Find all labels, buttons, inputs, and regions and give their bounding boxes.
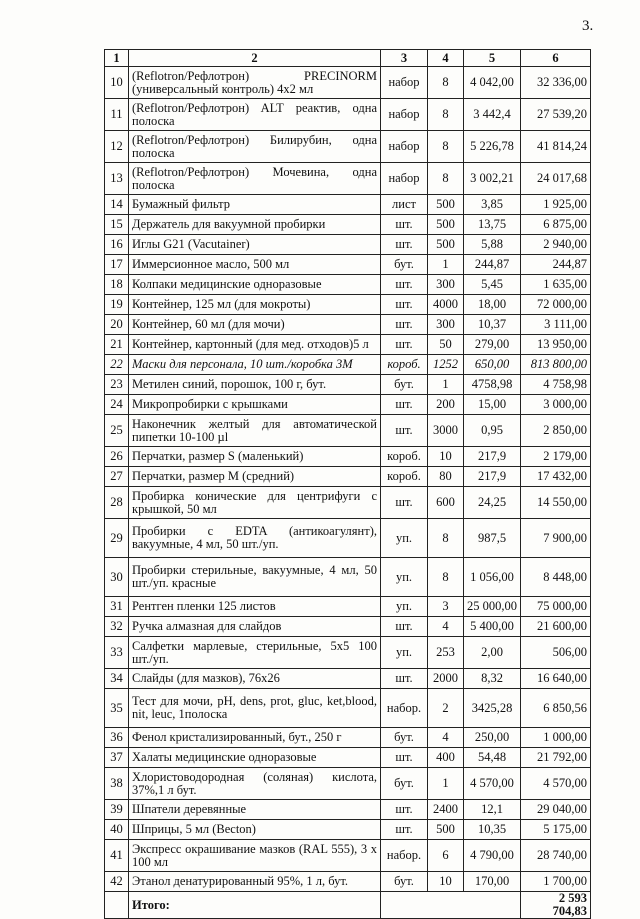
table-row [105,131,591,163]
line-total-cell: 1 925,00 [521,195,591,215]
table-row [105,748,591,768]
row-number-cell: 15 [105,215,129,235]
quantity-cell: 4 [428,617,464,637]
line-total-cell: 506,00 [521,637,591,669]
unit-cell: уп. [381,637,428,669]
unit-price-cell: 8,32 [464,669,521,689]
unit-price-cell: 13,75 [464,215,521,235]
line-total-cell: 32 336,00 [521,67,591,99]
unit-price-cell: 987,5 [464,519,521,558]
line-total-cell: 6 850,56 [521,689,591,728]
unit-cell: шт. [381,820,428,840]
quantity-cell: 50 [428,335,464,355]
unit-cell: шт. [381,215,428,235]
row-number-cell: 36 [105,728,129,748]
row-number-cell: 17 [105,255,129,275]
item-name-cell: Пробирки стерильные, вакуумные, 4 мл, 50 шт./уп. красные [129,558,381,597]
quantity-cell: 400 [428,748,464,768]
unit-cell: шт. [381,487,428,519]
table-row [105,295,591,315]
row-number-cell: 42 [105,872,129,892]
row-number-cell: 26 [105,447,129,467]
unit-cell: шт. [381,295,428,315]
quantity-cell: 8 [428,558,464,597]
unit-price-cell: 1 056,00 [464,558,521,597]
quantity-cell: 8 [428,67,464,99]
line-total-cell: 6 875,00 [521,215,591,235]
unit-cell: шт. [381,415,428,447]
unit-price-cell: 217,9 [464,467,521,487]
quantity-cell: 200 [428,395,464,415]
unit-cell: шт. [381,275,428,295]
row-number-cell: 33 [105,637,129,669]
line-total-cell: 24 017,68 [521,163,591,195]
item-name-cell: Тест для мочи, pH, dens, prot, gluc, ket,blood, nit, leuc, 1полоска [129,689,381,728]
unit-cell: шт. [381,315,428,335]
unit-price-cell: 3 442,4 [464,99,521,131]
header-col-4: 4 [428,50,464,67]
row-number-cell: 24 [105,395,129,415]
unit-cell: короб. [381,355,428,375]
item-name-cell: Слайды (для мазков), 76х26 [129,669,381,689]
unit-cell: бут. [381,255,428,275]
unit-price-cell: 10,35 [464,820,521,840]
table-row [105,375,591,395]
table-row [105,820,591,840]
table-row [105,467,591,487]
item-name-cell: Контейнер, картонный (для мед. отходов)5 л [129,335,381,355]
item-name-cell: Микропробирки с крышками [129,395,381,415]
item-name-cell: Перчатки, размер М (средний) [129,467,381,487]
page-number: 3. [582,18,594,34]
item-name-cell: Ручка алмазная для слайдов [129,617,381,637]
header-col-6: 6 [521,50,591,67]
item-name-cell: Экспресс окрашивание мазков (RAL 555), 3 х 100 мл [129,840,381,872]
item-name-cell: Иглы G21 (Vacutainer) [129,235,381,255]
table-row [105,395,591,415]
unit-price-cell: 5 400,00 [464,617,521,637]
table-row [105,872,591,892]
quantity-cell: 1 [428,768,464,800]
item-name-cell: Пробирки с EDTA (антикоагулянт), вакуумные, 4 мл, 50 шт./уп. [129,519,381,558]
unit-price-cell: 5 226,78 [464,131,521,163]
unit-cell: бут. [381,728,428,748]
unit-price-cell: 4 570,00 [464,768,521,800]
line-total-cell: 21 600,00 [521,617,591,637]
item-name-cell: (Reflotron/Рефлотрон) Билирубин, одна полоска [129,131,381,163]
unit-cell: шт. [381,748,428,768]
quantity-cell: 300 [428,315,464,335]
total-spacer [381,892,521,919]
table-row [105,235,591,255]
unit-price-cell: 250,00 [464,728,521,748]
quantity-cell: 500 [428,235,464,255]
item-name-cell: Салфетки марлевые, стерильные, 5х5 100 шт./уп. [129,637,381,669]
item-name-cell: Фенол кристализированный, бут., 250 г [129,728,381,748]
row-number-cell: 14 [105,195,129,215]
unit-cell: набор. [381,689,428,728]
table-row [105,415,591,447]
row-number-cell: 20 [105,315,129,335]
line-total-cell: 4 758,98 [521,375,591,395]
quantity-cell: 3000 [428,415,464,447]
unit-cell: лист [381,195,428,215]
unit-price-cell: 4 790,00 [464,840,521,872]
quantity-cell: 253 [428,637,464,669]
table-row [105,275,591,295]
table-row [105,840,591,872]
unit-cell: бут. [381,375,428,395]
item-name-cell: Этанол денатурированный 95%, 1 л, бут. [129,872,381,892]
quantity-cell: 500 [428,215,464,235]
table-header-row [105,50,591,67]
row-number-cell: 18 [105,275,129,295]
header-col-5: 5 [464,50,521,67]
row-number-cell: 11 [105,99,129,131]
table-row [105,195,591,215]
header-col-2: 2 [129,50,381,67]
item-name-cell: Иммерсионное масло, 500 мл [129,255,381,275]
header-col-1: 1 [105,50,129,67]
total-row [105,892,591,919]
table-row [105,519,591,558]
table-row [105,315,591,335]
row-number-cell: 40 [105,820,129,840]
line-total-cell: 27 539,20 [521,99,591,131]
unit-cell: шт. [381,800,428,820]
line-total-cell: 7 900,00 [521,519,591,558]
item-name-cell: Рентген пленки 125 листов [129,597,381,617]
item-name-cell: Халаты медицинские одноразовые [129,748,381,768]
quantity-cell: 2400 [428,800,464,820]
line-total-cell: 29 040,00 [521,800,591,820]
line-total-cell: 1 635,00 [521,275,591,295]
quantity-cell: 6 [428,840,464,872]
quantity-cell: 600 [428,487,464,519]
unit-price-cell: 12,1 [464,800,521,820]
line-total-cell: 16 640,00 [521,669,591,689]
unit-price-cell: 170,00 [464,872,521,892]
line-total-cell: 14 550,00 [521,487,591,519]
quantity-cell: 4 [428,728,464,748]
row-number-cell: 12 [105,131,129,163]
unit-price-cell: 54,48 [464,748,521,768]
item-name-cell: Маски для персонала, 10 шт./коробка 3М [129,355,381,375]
table-row [105,800,591,820]
unit-cell: шт. [381,335,428,355]
unit-price-cell: 3,85 [464,195,521,215]
table-row [105,728,591,748]
line-total-cell: 3 000,00 [521,395,591,415]
table-row [105,637,591,669]
unit-price-cell: 15,00 [464,395,521,415]
line-total-cell: 72 000,00 [521,295,591,315]
unit-cell: набор [381,163,428,195]
item-name-cell: Метилен синий, порошок, 100 г, бут. [129,375,381,395]
unit-price-cell: 3425,28 [464,689,521,728]
unit-cell: шт. [381,617,428,637]
unit-cell: бут. [381,768,428,800]
quantity-cell: 10 [428,447,464,467]
row-number-cell: 35 [105,689,129,728]
quantity-cell: 80 [428,467,464,487]
unit-price-cell: 24,25 [464,487,521,519]
item-name-cell: Наконечник желтый для автоматической пипетки 10-100 µl [129,415,381,447]
table-row [105,768,591,800]
line-total-cell: 21 792,00 [521,748,591,768]
quantity-cell: 500 [428,195,464,215]
total-empty-cell [105,892,129,919]
line-total-cell: 244,87 [521,255,591,275]
total-label: Итого: [129,892,381,919]
unit-cell: уп. [381,519,428,558]
unit-cell: шт. [381,395,428,415]
line-total-cell: 2 850,00 [521,415,591,447]
unit-cell: набор [381,67,428,99]
row-number-cell: 22 [105,355,129,375]
line-total-cell: 4 570,00 [521,768,591,800]
table-row [105,215,591,235]
quantity-cell: 10 [428,872,464,892]
quantity-cell: 8 [428,519,464,558]
row-number-cell: 10 [105,67,129,99]
row-number-cell: 37 [105,748,129,768]
unit-cell: уп. [381,558,428,597]
unit-cell: короб. [381,467,428,487]
quantity-cell: 4000 [428,295,464,315]
table-row [105,67,591,99]
items-table [104,49,591,919]
item-name-cell: Пробирка конические для центрифуги с крышкой, 50 мл [129,487,381,519]
row-number-cell: 27 [105,467,129,487]
line-total-cell: 1 000,00 [521,728,591,748]
unit-price-cell: 217,9 [464,447,521,467]
row-number-cell: 13 [105,163,129,195]
row-number-cell: 31 [105,597,129,617]
line-total-cell: 2 179,00 [521,447,591,467]
row-number-cell: 32 [105,617,129,637]
unit-price-cell: 10,37 [464,315,521,335]
line-total-cell: 13 950,00 [521,335,591,355]
quantity-cell: 1 [428,375,464,395]
table-row [105,487,591,519]
line-total-cell: 1 700,00 [521,872,591,892]
quantity-cell: 300 [428,275,464,295]
unit-cell: набор [381,131,428,163]
table-row [105,689,591,728]
quantity-cell: 1252 [428,355,464,375]
table-row [105,669,591,689]
item-name-cell: Шприцы, 5 мл (Becton) [129,820,381,840]
row-number-cell: 39 [105,800,129,820]
item-name-cell: Колпаки медицинские одноразовые [129,275,381,295]
unit-price-cell: 25 000,00 [464,597,521,617]
item-name-cell: (Reflotron/Рефлотрон) ALT реактив, одна полоска [129,99,381,131]
quantity-cell: 2 [428,689,464,728]
line-total-cell: 813 800,00 [521,355,591,375]
line-total-cell: 3 111,00 [521,315,591,335]
unit-price-cell: 650,00 [464,355,521,375]
item-name-cell: (Reflotron/Рефлотрон) Мочевина, одна полоска [129,163,381,195]
quantity-cell: 8 [428,99,464,131]
quantity-cell: 8 [428,131,464,163]
row-number-cell: 28 [105,487,129,519]
table-row [105,163,591,195]
unit-cell: набор [381,99,428,131]
item-name-cell: Бумажный фильтр [129,195,381,215]
row-number-cell: 30 [105,558,129,597]
row-number-cell: 38 [105,768,129,800]
quantity-cell: 3 [428,597,464,617]
item-name-cell: Контейнер, 60 мл (для мочи) [129,315,381,335]
unit-price-cell: 5,88 [464,235,521,255]
unit-price-cell: 279,00 [464,335,521,355]
total-sum: 2 593 704,83 [521,892,591,919]
item-name-cell: Контейнер, 125 мл (для мокроты) [129,295,381,315]
row-number-cell: 25 [105,415,129,447]
row-number-cell: 41 [105,840,129,872]
item-name-cell: (Reflotron/Рефлотрон) PRECINORM (универсальный контроль) 4х2 мл [129,67,381,99]
row-number-cell: 23 [105,375,129,395]
item-name-cell: Хлористоводородная (соляная) кислота, 37%,1 л бут. [129,768,381,800]
item-name-cell: Перчатки, размер S (маленький) [129,447,381,467]
header-col-3: 3 [381,50,428,67]
unit-cell: короб. [381,447,428,467]
table-row [105,558,591,597]
line-total-cell: 5 175,00 [521,820,591,840]
row-number-cell: 21 [105,335,129,355]
table-row [105,355,591,375]
line-total-cell: 8 448,00 [521,558,591,597]
table-row [105,617,591,637]
unit-cell: уп. [381,597,428,617]
table-row [105,597,591,617]
unit-price-cell: 18,00 [464,295,521,315]
row-number-cell: 16 [105,235,129,255]
unit-price-cell: 3 002,21 [464,163,521,195]
unit-price-cell: 2,00 [464,637,521,669]
table-row [105,255,591,275]
line-total-cell: 41 814,24 [521,131,591,163]
unit-cell: шт. [381,235,428,255]
line-total-cell: 75 000,00 [521,597,591,617]
unit-price-cell: 4 042,00 [464,67,521,99]
line-total-cell: 28 740,00 [521,840,591,872]
unit-cell: шт. [381,669,428,689]
row-number-cell: 29 [105,519,129,558]
table-row [105,335,591,355]
item-name-cell: Держатель для вакуумной пробирки [129,215,381,235]
row-number-cell: 19 [105,295,129,315]
item-name-cell: Шпатели деревянные [129,800,381,820]
quantity-cell: 8 [428,163,464,195]
quantity-cell: 1 [428,255,464,275]
unit-price-cell: 4758,98 [464,375,521,395]
unit-price-cell: 244,87 [464,255,521,275]
row-number-cell: 34 [105,669,129,689]
quantity-cell: 2000 [428,669,464,689]
unit-cell: набор. [381,840,428,872]
unit-price-cell: 5,45 [464,275,521,295]
table-row [105,99,591,131]
unit-price-cell: 0,95 [464,415,521,447]
table-row [105,447,591,467]
quantity-cell: 500 [428,820,464,840]
unit-cell: бут. [381,872,428,892]
line-total-cell: 2 940,00 [521,235,591,255]
line-total-cell: 17 432,00 [521,467,591,487]
